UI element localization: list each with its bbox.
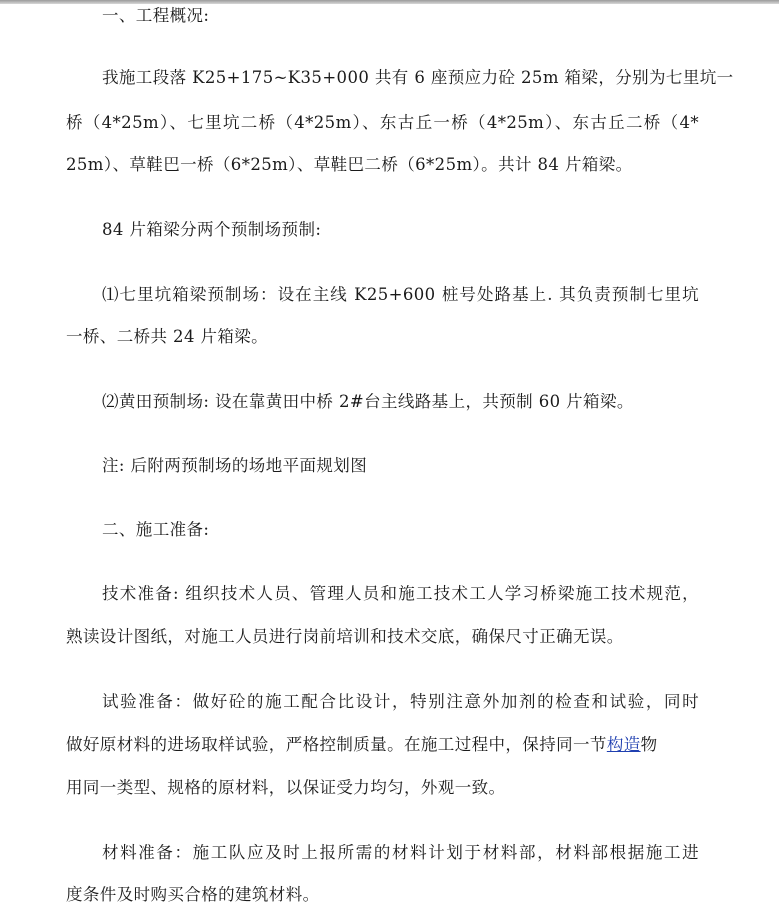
heading-construction-preparation: 二、施工准备: bbox=[102, 520, 210, 539]
para-8-line-2: 度条件及时购买合格的建筑材料。 bbox=[66, 885, 320, 904]
para-6-line-2: 熟读设计图纸，对施工人员进行岗前培训和技术交底，确保尺寸正确无误。 bbox=[66, 627, 624, 646]
para-6-line-1: 技术准备: 组织技术人员、管理人员和施工技术工人学习桥梁施工技术规范， bbox=[102, 584, 699, 603]
para-7-line-2-text: 做好原材料的进场取样试验，严格控制质量。在施工过程中，保持同一节 bbox=[66, 735, 607, 754]
para-7-line-3: 用同一类型、规格的原材料，以保证受力均匀，外观一致。 bbox=[66, 778, 506, 797]
para-1-line-2: 桥（4*25m）、七里坑二桥（4*25m）、东古丘一桥（4*25m）、东古丘二桥（4* bbox=[66, 113, 699, 132]
para-7-line-1: 试验准备：做好砼的施工配合比设计，特别注意外加剂的检查和试验，同时 bbox=[102, 692, 699, 711]
para-7-line-2-tail: 物 bbox=[640, 735, 658, 754]
para-1-line-1: 我施工段落 K25+175~K35+000 共有 6 座预应力砼 25m 箱梁，分别为七里坑一 bbox=[102, 68, 734, 87]
heading-project-overview: 一、工程概况: bbox=[102, 6, 210, 25]
link-gouzao[interactable]: 构造 bbox=[606, 735, 641, 754]
para-4: ⑵黄田预制场: 设在靠黄田中桥 2#台主线路基上，共预制 60 片箱梁。 bbox=[102, 392, 634, 411]
para-1-line-3: 25m）、草鞋巴一桥（6*25m）、草鞋巴二桥（6*25m）。共计 84 片箱梁。 bbox=[66, 155, 633, 174]
para-5-note: 注: 后附两预制场的场地平面规划图 bbox=[102, 456, 368, 475]
para-8-line-1: 材料准备：施工队应及时上报所需的材料计划于材料部，材料部根据施工进 bbox=[102, 843, 699, 862]
para-3-line-1: ⑴七里坑箱梁预制场：设在主线 K25+600 桩号处路基上. 其负责预制七里坑 bbox=[102, 285, 699, 304]
para-7-line-2 bbox=[66, 735, 706, 755]
window-top-border bbox=[0, 0, 779, 4]
para-2: 84 片箱梁分两个预制场预制: bbox=[102, 220, 322, 239]
para-3-line-2: 一桥、二桥共 24 片箱梁。 bbox=[66, 327, 269, 346]
